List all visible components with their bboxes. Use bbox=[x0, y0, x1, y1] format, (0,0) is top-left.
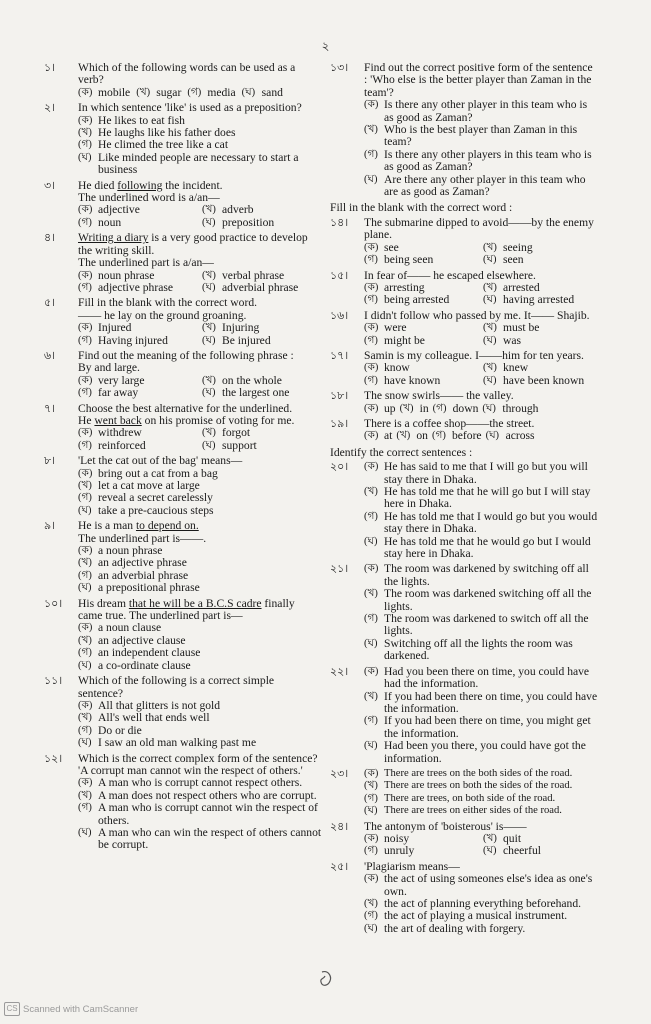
question-25: ২৫। 'Plagiarism means— (ক) the act of using someones else's idea as one's own. (খ) the act of planning everything beforehand. (গ) the act of playing a musical instrument. (ঘ) the art of dealing with forgery. bbox=[330, 861, 598, 935]
question-8: ৮। 'Let the cat out of the bag' means— (ক) bring out a cat from a bag (খ) let a cat move at large (গ) reveal a secret carelessly (ঘ) take a pre-caucious steps bbox=[44, 455, 322, 517]
option-gha: (ঘ) Had been you there, you could have got the information. bbox=[364, 739, 586, 765]
option-kha: (খ) the act of planning everything beforehand. bbox=[364, 897, 582, 910]
option-ka: (ক) see bbox=[364, 240, 399, 254]
option-gha: (ঘ) seen bbox=[483, 253, 524, 267]
option-gha: (ঘ) preposition bbox=[202, 215, 275, 229]
option-gha: (ঘ) take a pre-caucious steps bbox=[78, 503, 214, 517]
option-ga: (গ) adjective phrase bbox=[78, 280, 173, 294]
question-5: ৫। Fill in the blank with the correct word. —— he lay on the ground groaning. (ক) Injured (খ) Injuring (গ) Having injured (ঘ) Be injured bbox=[44, 297, 322, 347]
underlined-text: to depend on. bbox=[135, 519, 199, 533]
question-18: ১৮। The snow swirls—— the valley. (ক) up (খ) in (গ) down (ঘ) through bbox=[330, 390, 598, 415]
option-gha: (ঘ) Be injured bbox=[202, 333, 271, 347]
option-kha: (খ) He has told me that he will go but I will stay here in Dhaka. bbox=[364, 485, 591, 511]
option-gha: (ঘ) cheerful bbox=[483, 844, 541, 858]
scanner-watermark: CS Scanned with CamScanner bbox=[4, 1002, 138, 1016]
question-text: Samin is my colleague. I——him for ten years. bbox=[364, 348, 584, 362]
question-11: ১১। Which of the following is a correct simple sentence? (ক) All that glitters is not gold (খ) All's well that ends well (গ) Do or die (ঘ) I saw an old man walking past me bbox=[44, 675, 322, 749]
question-text: 'Let the cat out of the bag' means— bbox=[78, 454, 243, 468]
option-gha: (ঘ) have been known bbox=[483, 373, 585, 387]
option-ka: (ক) a noun phrase bbox=[78, 544, 163, 558]
option-ga: (গ) There are trees, on both side of the road. bbox=[364, 792, 556, 804]
option-ga: (গ) the act of playing a musical instrument. bbox=[364, 909, 568, 923]
question-14: ১৪। The submarine dipped to avoid——by the enemy plane. (ক) see (খ) seeing (গ) being seen (ঘ) seen bbox=[330, 217, 598, 267]
scan-smudge-icon bbox=[318, 970, 334, 988]
question-17: ১৭। Samin is my colleague. I——him for ten years. (ক) know (খ) knew (গ) have known (ঘ) have been known bbox=[330, 350, 598, 387]
option-gha: (ঘ) the largest one bbox=[202, 386, 290, 400]
option-ga: (গ) reinforced bbox=[78, 438, 146, 452]
underlined-text: Writing a diary bbox=[78, 231, 149, 245]
option-ka: (ক) Injured bbox=[78, 321, 132, 335]
option-ka: (ক) Had you been there on time, you could have had the information. bbox=[364, 664, 590, 691]
option-kha: (খ) in bbox=[399, 401, 429, 415]
option-ka: (ক) The room was darkened by switching off all the lights. bbox=[364, 562, 589, 588]
question-text: Which of the following words can be used as a verb? bbox=[78, 61, 296, 87]
option-ka: (ক) very large bbox=[78, 373, 145, 387]
question-10: ১০। His dream that he will be a B.C.S cadre finally came true. The underlined part is— (ক) a noun clause (খ) an adjective clause (গ) an independent clause (ঘ) a co-ordinate clause bbox=[44, 598, 322, 672]
question-21: ২১। (ক) The room was darkened by switching off all the lights. (খ) The room was darkened switching off all the lights. (গ) The room was darkened to switch off all the lights. (ঘ) Switching off all the lights the room was darkened. bbox=[330, 563, 598, 662]
option-ka: (ক) mobile bbox=[78, 85, 131, 99]
question-text: The antonym of 'boisterous' is—— bbox=[364, 819, 527, 833]
option-ga: (গ) an independent clause bbox=[78, 646, 201, 660]
option-ga: (গ) Is there any other players in this team who is as good as Zaman? bbox=[364, 147, 592, 174]
section-instruction: Fill in the blank with the correct word : bbox=[330, 201, 513, 215]
option-kha: (খ) Injuring bbox=[202, 321, 260, 335]
page-number: ২ bbox=[321, 39, 330, 53]
question-text: In fear of—— he escaped elsewhere. bbox=[364, 268, 536, 282]
option-ga: (গ) have known bbox=[364, 373, 441, 387]
option-ga: (গ) A man who is corrupt cannot win the respect of others. bbox=[78, 801, 318, 827]
option-ka: (ক) a noun clause bbox=[78, 621, 162, 635]
option-ga: (গ) down bbox=[432, 401, 479, 415]
question-text: There is a coffee shop——the street. bbox=[364, 416, 535, 430]
option-ga: (গ) being arrested bbox=[364, 293, 450, 307]
option-kha: (খ) an adjective clause bbox=[78, 633, 186, 647]
question-text: The snow swirls—— the valley. bbox=[364, 389, 514, 403]
question-text: Find out the correct positive form of the sentence : 'Who else is the better player than Zaman in the team'? bbox=[364, 61, 593, 99]
question-text: Find out the meaning of the following phrase : bbox=[78, 348, 294, 362]
option-kha: (খ) knew bbox=[483, 361, 529, 375]
option-ga: (গ) media bbox=[187, 85, 236, 99]
option-gha: (ঘ) Like minded people are necessary to start a business bbox=[78, 150, 299, 177]
option-kha: (খ) The room was darkened switching off all the lights. bbox=[364, 587, 592, 613]
question-text: Which of the following is a correct simple sentence? bbox=[78, 674, 275, 700]
option-ka: (ক) There are trees on the both sides of the road. bbox=[364, 767, 573, 779]
question-text: 'Plagiarism means— bbox=[364, 859, 460, 873]
option-kha: (খ) arrested bbox=[483, 280, 540, 294]
option-ka: (ক) at bbox=[364, 429, 393, 443]
option-kha: (খ) If you had been there on time, you could have the information. bbox=[364, 689, 598, 715]
question-9: ৯। He is a man to depend on. The underlined part is——. (ক) a noun phrase (খ) an adjective phrase (গ) an adverbial phrase (ঘ) a prepositional phrase bbox=[44, 520, 322, 594]
question-6: ৬। Find out the meaning of the following phrase : By and large. (ক) very large (খ) on the whole (গ) far away (ঘ) the largest one bbox=[44, 350, 322, 400]
question-text: His dream that he will be a B.C.S cadre finally came true. The underlined part is— bbox=[78, 596, 295, 623]
option-ka: (ক) noun phrase bbox=[78, 268, 155, 282]
option-kha: (খ) All's well that ends well bbox=[78, 711, 210, 725]
question-19: ১৯। There is a coffee shop——the street. (ক) at (খ) on (গ) before (ঘ) across bbox=[330, 418, 598, 443]
question-text: He is a man to depend on. bbox=[78, 519, 199, 533]
option-kha: (খ) let a cat move at large bbox=[78, 479, 200, 492]
option-ka: (ক) All that glitters is not gold bbox=[78, 698, 221, 712]
question-text: The submarine dipped to avoid——by the enemy plane. bbox=[364, 215, 594, 242]
option-ka: (ক) bring out a cat from a bag bbox=[78, 466, 218, 480]
option-gha: (ঘ) having arrested bbox=[483, 293, 575, 307]
option-ka: (ক) withdrew bbox=[78, 426, 142, 440]
question-4: ৪। Writing a diary is a very good practice to develop the writing skill. The underlined part is a/an— (ক) noun phrase (খ) verbal phrase (গ) adjective phrase (ঘ) adverbial phrase bbox=[44, 232, 322, 294]
option-kha: (খ) must be bbox=[483, 321, 540, 335]
option-gha: (ঘ) Switching off all the lights the room was darkened. bbox=[364, 636, 573, 663]
option-gha: (ঘ) through bbox=[482, 401, 539, 415]
option-ka: (ক) know bbox=[364, 361, 410, 375]
option-ga: (গ) might be bbox=[364, 333, 425, 347]
option-ka: (ক) were bbox=[364, 321, 407, 335]
option-gha: (ঘ) was bbox=[483, 333, 522, 347]
option-gha: (ঘ) He has told me that he would go but I would stay here in Dhaka. bbox=[364, 534, 591, 561]
question-text: Fill in the blank with the correct word. bbox=[78, 296, 258, 310]
option-gha: (ঘ) across bbox=[485, 429, 535, 443]
option-ka: (ক) Is there any other player in this team who is as good as Zaman? bbox=[364, 98, 588, 124]
option-ga: (গ) being seen bbox=[364, 253, 434, 267]
option-kha: (খ) quit bbox=[483, 831, 522, 845]
question-3: ৩। He died following the incident. The underlined word is a/an— (ক) adjective (খ) adverb (গ) noun (ঘ) preposition bbox=[44, 180, 322, 230]
option-gha: (ঘ) a prepositional phrase bbox=[78, 581, 200, 595]
option-ga: (গ) noun bbox=[78, 215, 122, 229]
option-kha: (খ) adverb bbox=[202, 203, 254, 217]
option-gha: (ঘ) There are trees on either sides of the road. bbox=[364, 805, 562, 817]
question-16: ১৬। I didn't follow who passed by me. It—— Shajib. (ক) were (খ) must be (গ) might be (ঘ) was bbox=[330, 310, 598, 347]
option-ka: (ক) adjective bbox=[78, 203, 140, 217]
option-kha: (খ) Who is the best player than Zaman in this team? bbox=[364, 123, 578, 149]
underlined-text: went back bbox=[94, 413, 142, 427]
option-ka: (ক) A man who is corrupt cannot respect others. bbox=[78, 776, 303, 790]
question-20: ২০। (ক) He has said to me that I will go but you will stay there in Dhaka. (খ) He has told me that he will go but I will stay here in Dhaka. (গ) He has told me that I would go but you would stay there in Dhaka. (ঘ) He has told me that he would go but I would stay here in Dhaka. bbox=[330, 460, 598, 561]
option-ka: (ক) He has said to me that I will go but you will stay there in Dhaka. bbox=[364, 460, 588, 486]
question-12: ১২। Which is the correct complex form of the sentence? 'A corrupt man cannot win the respect of others.' (ক) A man who is corrupt cannot respect others. (খ) A man does not respect others who are corrupt. (গ) A man who is corrupt cannot win the respect of others. (ঘ) A man who can win the respect of others cannot be corrupt. bbox=[44, 751, 322, 852]
option-gha: (ঘ) A man who can win the respect of others cannot be corrupt. bbox=[78, 825, 322, 852]
option-ka: (ক) the act of using someones else's idea as one's own. bbox=[364, 872, 593, 898]
option-kha: (খ) A man does not respect others who are corrupt. bbox=[78, 788, 317, 802]
question-7: ৭। Choose the best alternative for the underlined. He went back on his promise of voting for me. (ক) withdrew (খ) forgot (গ) reinforced (ঘ) support bbox=[44, 403, 322, 453]
question-text: Which is the correct complex form of the sentence? bbox=[78, 751, 318, 765]
option-kha: (খ) sugar bbox=[136, 85, 182, 99]
option-ga: (গ) If you had been there on time, you might get the information. bbox=[364, 714, 591, 740]
option-gha: (ঘ) support bbox=[202, 438, 257, 452]
option-ga: (গ) Having injured bbox=[78, 333, 168, 347]
option-ka: (ক) up bbox=[364, 401, 396, 415]
option-kha: (খ) seeing bbox=[483, 240, 533, 254]
question-24: ২৪। The antonym of 'boisterous' is—— (ক) noisy (খ) quit (গ) unruly (ঘ) cheerful bbox=[330, 821, 598, 858]
option-ga: (গ) He climed the tree like a cat bbox=[78, 138, 229, 152]
option-ka: (ক) arresting bbox=[364, 280, 425, 294]
option-ga: (গ) far away bbox=[78, 386, 139, 400]
question-text: Writing a diary is a very good practice to develop the writing skill. bbox=[78, 231, 308, 257]
option-ga: (গ) Do or die bbox=[78, 723, 142, 737]
question-15: ১৫। In fear of—— he escaped elsewhere. (ক) arresting (খ) arrested (গ) being arrested (ঘ) having arrested bbox=[330, 270, 598, 307]
option-gha: (ঘ) adverbial phrase bbox=[202, 280, 299, 294]
left-column bbox=[44, 62, 322, 855]
option-kha: (খ) on the whole bbox=[202, 373, 282, 387]
option-ga: (গ) reveal a secret carelessly bbox=[78, 491, 213, 505]
question-text: I didn't follow who passed by me. It—— Shajib. bbox=[364, 308, 590, 322]
camscanner-logo-icon: CS bbox=[4, 1002, 20, 1016]
option-ka: (ক) noisy bbox=[364, 831, 410, 845]
question-2: ২। In which sentence 'like' is used as a preposition? (ক) He likes to eat fish (খ) He laughs like his father does (গ) He climed the tree like a cat (ঘ) Like minded people are necessary to start a business bbox=[44, 102, 322, 176]
option-kha: (খ) on bbox=[396, 429, 428, 443]
question-1: ১। Which of the following words can be used as a verb? (ক) mobile (খ) sugar (গ) media (ঘ) sand bbox=[44, 62, 322, 99]
question-text: Choose the best alternative for the underlined. bbox=[78, 401, 293, 415]
option-gha: (ঘ) the art of dealing with forgery. bbox=[364, 921, 526, 935]
option-gha: (ঘ) sand bbox=[241, 85, 283, 99]
underlined-text: that he will be a B.C.S cadre bbox=[128, 596, 262, 610]
question-23: ২৩। (ক) There are trees on the both sides of the road. (খ) There are trees on both the sides of the road. (গ) There are trees, on both side of the road. (ঘ) There are trees on either sides of the road. bbox=[330, 768, 598, 818]
underlined-text: following bbox=[117, 178, 163, 192]
question-22: ২২। (ক) Had you been there on time, you could have had the information. (খ) If you had been there on time, you could have the information. (গ) If you had been there on time, you might get the information. (ঘ) Had been you there, you could have got the information. bbox=[330, 664, 598, 765]
option-kha: (খ) an adjective phrase bbox=[78, 556, 187, 570]
option-gha: (ঘ) a co-ordinate clause bbox=[78, 658, 191, 672]
option-kha: (খ) forgot bbox=[202, 426, 251, 440]
option-ka: (ক) He likes to eat fish bbox=[78, 113, 185, 127]
option-kha: (খ) There are trees on both the sides of the road. bbox=[364, 780, 573, 792]
option-gha: (ঘ) I saw an old man walking past me bbox=[78, 736, 257, 750]
section-instruction: Identify the correct sentences : bbox=[330, 445, 473, 459]
option-ga: (গ) an adverbial phrase bbox=[78, 568, 189, 582]
option-ga: (গ) He has told me that I would go but you would stay there in Dhaka. bbox=[364, 509, 598, 536]
question-13: ১৩। Find out the correct positive form of the sentence : 'Who else is the better player than Zaman in the team'? (ক) Is there any other player in this team who is as good as Zaman? (খ) Who is the best player than Zaman in this team? (গ) Is there any other players in this team who is as good as Zaman? (ঘ) Are there any other player in this team who are as good as Zaman? bbox=[330, 62, 598, 198]
option-gha: (ঘ) Are there any other player in this team who are as good as Zaman? bbox=[364, 172, 586, 199]
option-ga: (গ) before bbox=[431, 429, 482, 443]
right-column bbox=[330, 62, 598, 938]
question-text: In which sentence 'like' is used as a preposition? bbox=[78, 101, 302, 115]
option-ga: (গ) The room was darkened to switch off all the lights. bbox=[364, 612, 589, 638]
option-ga: (গ) unruly bbox=[364, 844, 415, 858]
option-kha: (খ) He laughs like his father does bbox=[78, 126, 236, 140]
question-text: He died following the incident. bbox=[78, 178, 223, 192]
option-kha: (খ) verbal phrase bbox=[202, 268, 285, 282]
